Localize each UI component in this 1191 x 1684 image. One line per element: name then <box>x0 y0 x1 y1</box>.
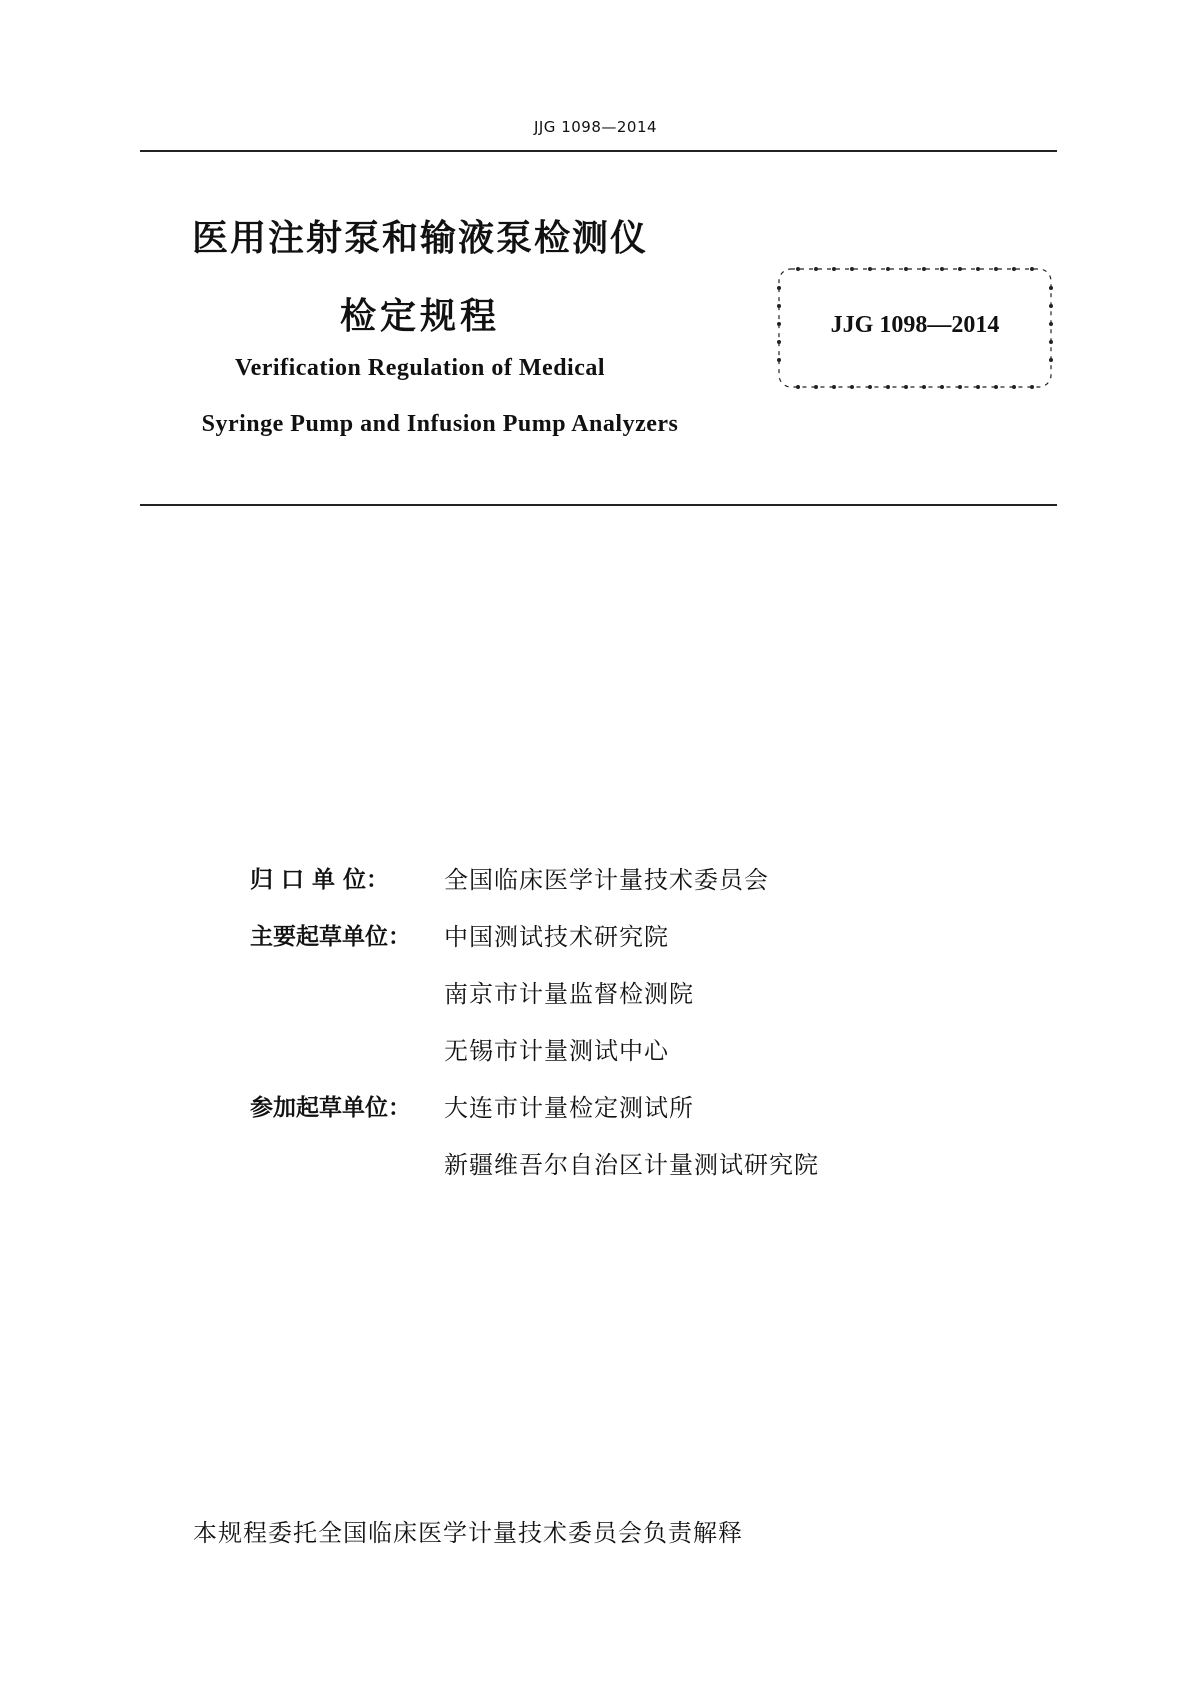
frame-dot <box>886 267 890 271</box>
frame-dot <box>922 385 926 389</box>
frame-dot <box>904 385 908 389</box>
frame-dot <box>1012 267 1016 271</box>
main-drafting-unit: 无锡市计量测试中心 <box>444 1036 669 1065</box>
interpretation-note: 本规程委托全国临床医学计量技术委员会负责解释 <box>193 1519 743 1547</box>
participating-unit: 新疆维吾尔自治区计量测试研究院 <box>444 1150 819 1179</box>
frame-dot <box>814 385 818 389</box>
running-header: JJG 1098—2014 <box>533 118 658 136</box>
org-row-main-drafting-3 <box>250 1028 669 1068</box>
bottom-rule <box>140 504 1057 506</box>
frame-dot <box>1049 286 1053 290</box>
frame-dot <box>922 267 926 271</box>
frame-dot <box>796 385 800 389</box>
title-cn-line1: 医用注射泵和输液泵检测仪 <box>191 218 648 259</box>
org-row-main-drafting-2 <box>250 971 694 1011</box>
frame-dot <box>976 385 980 389</box>
frame-dot <box>777 304 781 308</box>
standard-code-text: JJG 1098—2014 <box>830 312 1000 338</box>
frame-dot <box>850 385 854 389</box>
frame-dot <box>814 267 818 271</box>
frame-dot <box>777 358 781 362</box>
title-cn-line2: 检定规程 <box>339 296 500 337</box>
frame-dot <box>976 267 980 271</box>
frame-dot <box>832 385 836 389</box>
responsible-unit-value: 全国临床医学计量技术委员会 <box>444 865 769 894</box>
frame-dot <box>1049 304 1053 308</box>
main-drafting-unit: 中国测试技术研究院 <box>444 922 669 951</box>
frame-dot <box>777 340 781 344</box>
frame-dot <box>1049 340 1053 344</box>
frame-dot <box>958 267 962 271</box>
frame-dot <box>796 267 800 271</box>
frame-dot <box>868 267 872 271</box>
org-row-responsible <box>250 857 769 897</box>
org-row-participating-2 <box>250 1142 819 1182</box>
responsible-unit-label: 归 口 单 位： <box>250 866 390 893</box>
participating-label: 参加起草单位： <box>250 1094 411 1121</box>
main-drafting-label: 主要起草单位： <box>250 923 411 950</box>
top-rule <box>140 150 1057 152</box>
org-row-participating-1 <box>250 1085 694 1125</box>
frame-dot <box>940 267 944 271</box>
frame-dot <box>994 385 998 389</box>
frame-dot <box>1030 385 1034 389</box>
participating-unit: 大连市计量检定测试所 <box>444 1093 694 1122</box>
standard-code-box <box>776 266 1054 390</box>
frame-dot <box>868 385 872 389</box>
frame-dot <box>832 267 836 271</box>
frame-dot <box>886 385 890 389</box>
title-en-line1: Verification Regulation of Medical <box>234 355 606 381</box>
frame-dot <box>777 286 781 290</box>
frame-dot <box>1049 358 1053 362</box>
main-drafting-unit: 南京市计量监督检测院 <box>444 979 694 1008</box>
title-en-line2: Syringe Pump and Infusion Pump Analyzers <box>201 411 679 437</box>
frame-dot <box>940 385 944 389</box>
org-row-main-drafting-1 <box>250 914 669 954</box>
frame-dot <box>994 267 998 271</box>
frame-dot <box>958 385 962 389</box>
frame-dot <box>1012 385 1016 389</box>
frame-dot <box>1030 267 1034 271</box>
frame-dot <box>904 267 908 271</box>
frame-dot <box>850 267 854 271</box>
